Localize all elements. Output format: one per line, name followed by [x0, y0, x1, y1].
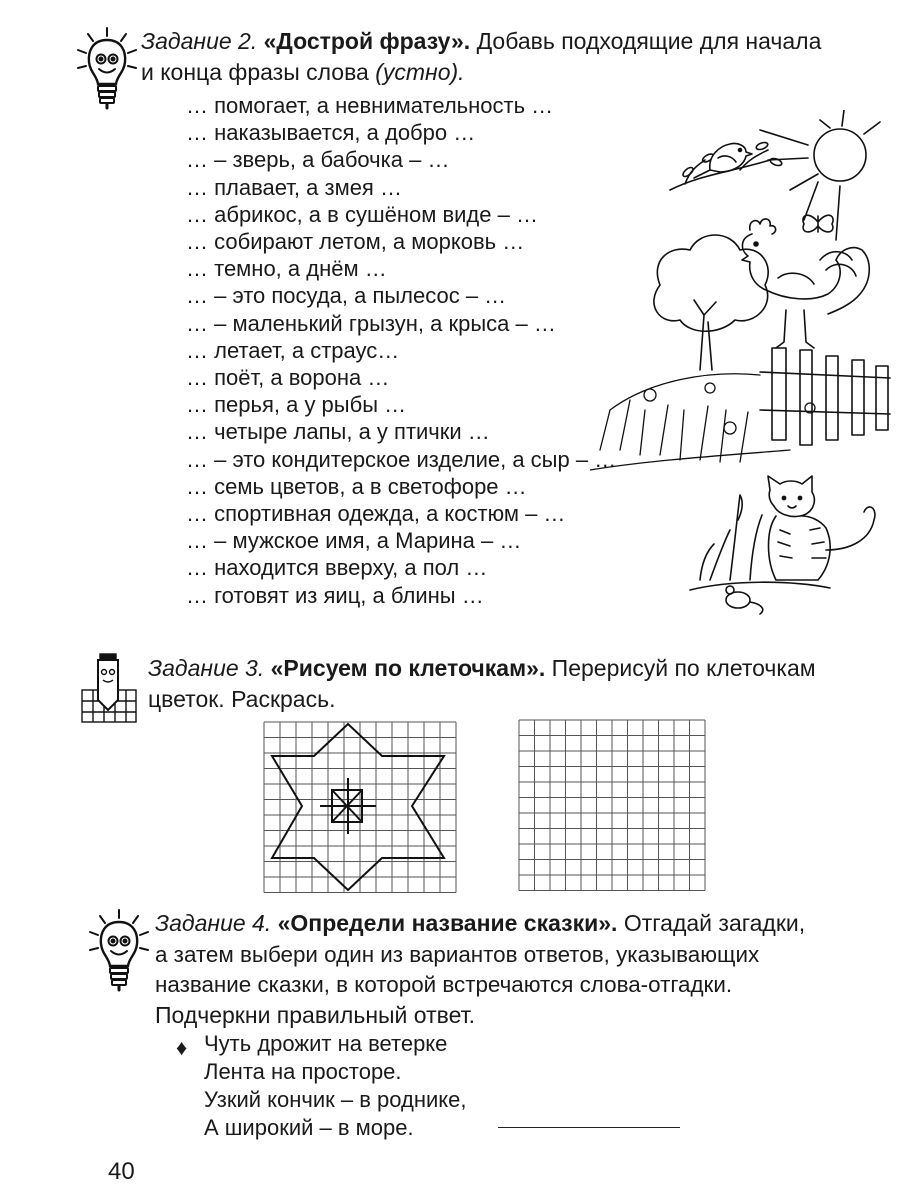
- phrase-item: … – это посуда, а пылесос – …: [186, 283, 507, 309]
- phrase-item: … четыре лапы, а у птички …: [186, 419, 490, 445]
- phrase-item: … – это кондитерское изделие, а сыр – …: [186, 446, 617, 472]
- grass-icon: [590, 374, 815, 470]
- tree-icon: [654, 235, 768, 370]
- phrase-item: … семь цветов, а в светофоре …: [186, 473, 527, 499]
- task3-number: Задание 3.: [148, 655, 265, 681]
- task4-number: Задание 4.: [155, 910, 272, 936]
- phrase-item: … перья, а у рыбы …: [186, 392, 407, 418]
- phrase-item: … помогает, а невнимательность …: [186, 93, 554, 118]
- task4-heading: [155, 908, 805, 939]
- riddle-bullet: ♦: [176, 1035, 188, 1060]
- phrase-item: … – маленький грызун, а крыса – …: [186, 310, 556, 336]
- phrase-item: … летает, а страус…: [186, 337, 400, 363]
- task4-text-2: а затем выбери один из вариантов ответов, указывающих: [155, 942, 760, 967]
- lightbulb-icon: [76, 26, 138, 110]
- phrase-item: … плавает, а змея …: [186, 174, 402, 200]
- task4-text-1: Отгадай загадки,: [623, 910, 806, 936]
- phrase-item: … темно, а днём …: [186, 256, 387, 282]
- answer-line[interactable]: [498, 1121, 680, 1128]
- phrase-item: … абрикос, а в сушёном виде – …: [186, 201, 538, 227]
- butterfly-icon: [803, 215, 833, 232]
- sample-star-grid: [262, 720, 458, 896]
- task2-heading: [141, 26, 821, 57]
- phrase-item: … – зверь, а бабочка – …: [186, 147, 450, 173]
- riddle-line: Лента на просторе.: [204, 1059, 402, 1084]
- page-number: 40: [108, 1158, 135, 1185]
- riddle-text: [204, 1030, 467, 1142]
- task4-text-4: Подчеркни правильный ответ.: [155, 1002, 475, 1028]
- lightbulb-icon: [88, 908, 150, 992]
- task3-heading: [148, 653, 816, 684]
- phrase-item: … спортивная одежда, а костюм – …: [186, 501, 566, 527]
- empty-drawing-grid[interactable]: [517, 718, 707, 892]
- task3-heading-line2: [148, 684, 335, 715]
- task3-title: «Рисуем по клеточкам».: [270, 655, 546, 681]
- phrase-item: … наказывается, а добро …: [186, 120, 476, 146]
- riddle-line: Узкий кончик – в роднике,: [204, 1087, 467, 1112]
- task4-title: «Определи название сказки».: [277, 910, 618, 936]
- task2-text-2: и конца фразы слова: [141, 59, 369, 85]
- task2-number: Задание 2.: [141, 28, 258, 54]
- farm-illustration: [590, 110, 895, 630]
- phrase-list: [186, 92, 616, 609]
- phrase-item: … поёт, а ворона …: [186, 365, 390, 391]
- phrase-item: … – мужское имя, а Марина – …: [186, 528, 522, 554]
- task3-text-2: цветок. Раскрась.: [148, 686, 336, 712]
- task2-text-1: Добавь подходящие для начала: [476, 28, 822, 54]
- task4-text-3: название сказки, в которой встречаются слова-отгадки.: [155, 972, 733, 997]
- task3-text-1: Перерисуй по клеточкам: [551, 655, 816, 681]
- mouse-icon: [726, 586, 763, 614]
- task2-heading-line2: [141, 57, 465, 88]
- riddle-line: А широкий – в море.: [204, 1115, 414, 1140]
- phrase-item: … готовят из яиц, а блины …: [186, 582, 484, 608]
- task2-hint: (устно).: [375, 59, 465, 85]
- task2-title: «Дострой фразу».: [263, 28, 471, 54]
- phrase-item: … находится вверху, а пол …: [186, 555, 488, 581]
- rooster-icon: [742, 219, 869, 348]
- phrase-item: … собирают летом, а морковь …: [186, 229, 525, 255]
- bird-icon: [670, 141, 783, 190]
- pencil-grid-icon: [78, 652, 140, 726]
- cat-icon: [768, 476, 875, 580]
- fence-icon: [760, 348, 890, 445]
- riddle-line: Чуть дрожит на ветерке: [204, 1031, 448, 1056]
